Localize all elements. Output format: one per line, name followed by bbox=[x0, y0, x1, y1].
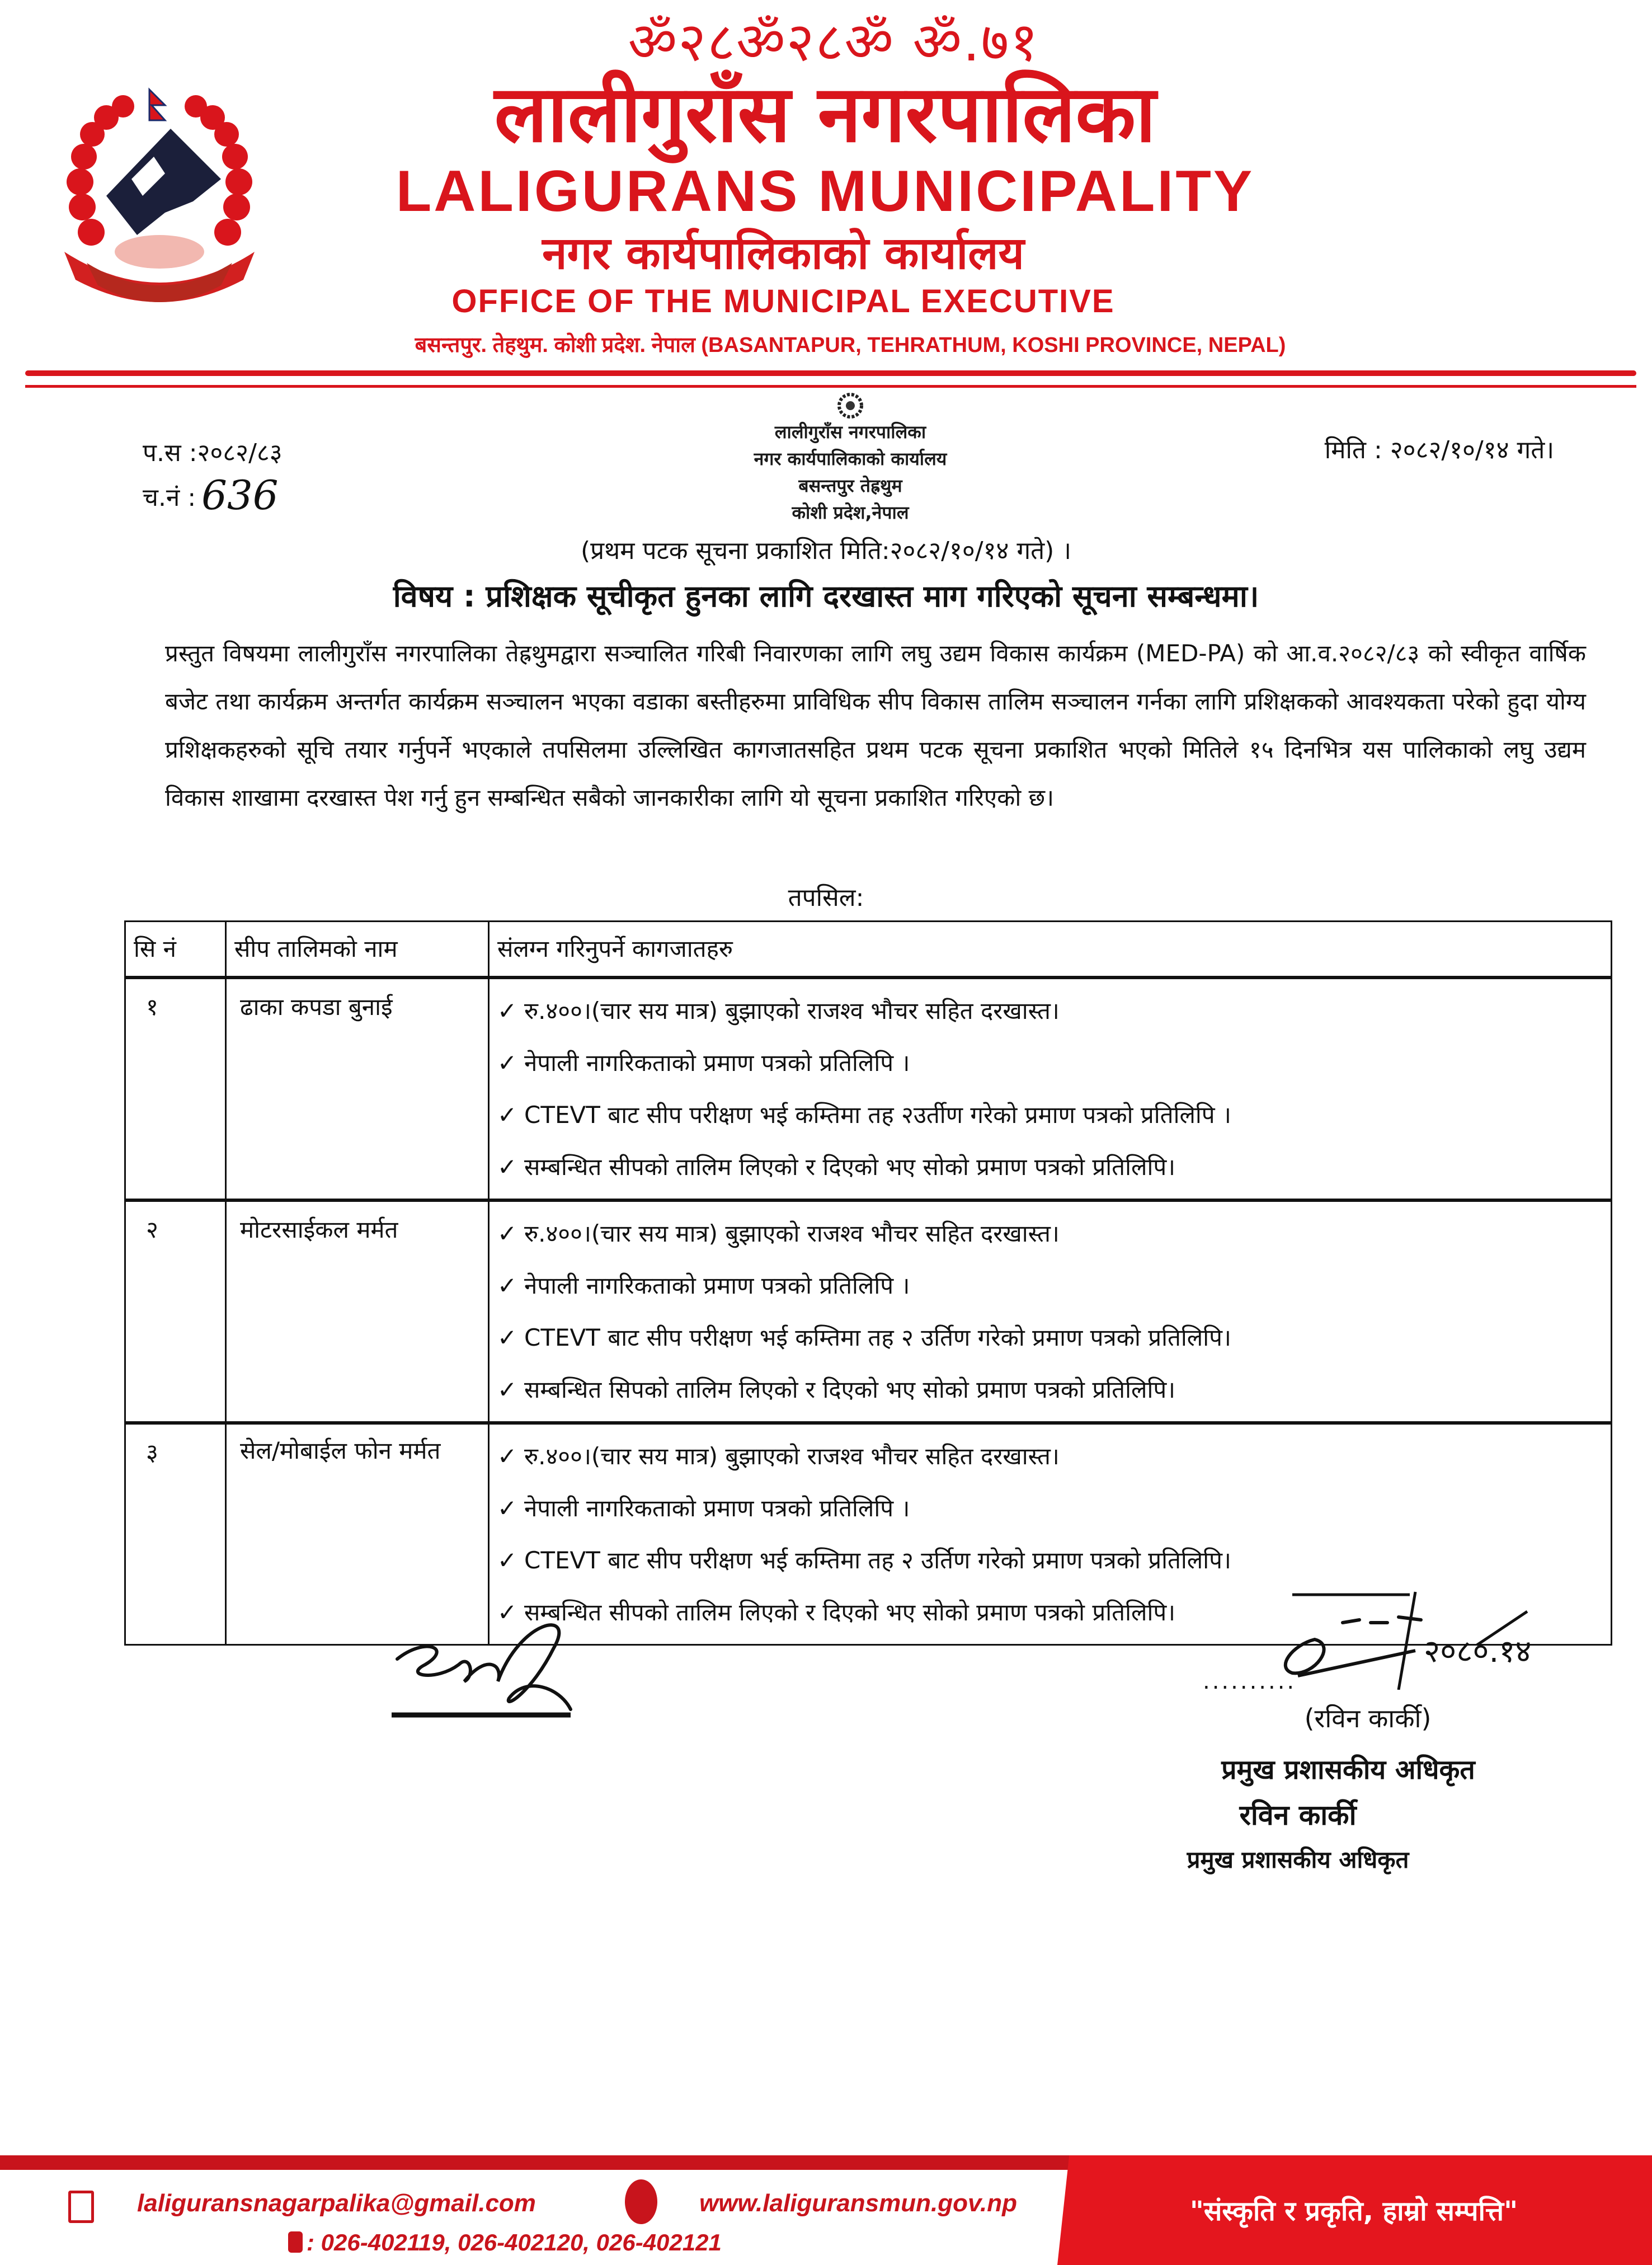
office-name-nepali: नगर कार्यपालिकाको कार्यालय bbox=[542, 227, 1024, 279]
row-documents bbox=[489, 1200, 1612, 1423]
row-training-name: मोटरसाईकल मर्मत bbox=[226, 1200, 489, 1423]
requirement-text: रु.४००।(चार सय मात्र) बुझाएको राजश्व भौचर सहित दरखास्त। bbox=[524, 1442, 1060, 1470]
table-row bbox=[125, 1200, 1612, 1423]
row-sn: १ bbox=[125, 978, 226, 1200]
stamp-line: नगर कार्यपालिकाको कार्यालय bbox=[754, 448, 947, 469]
stamp-line: लालीगुराँस नगरपालिका bbox=[774, 421, 926, 443]
email-icon bbox=[68, 2191, 94, 2223]
office-stamp bbox=[705, 392, 996, 532]
stamp-line: बसन्तपुर तेह्रथुम bbox=[798, 475, 902, 496]
row-training-name: ढाका कपडा बुनाई bbox=[226, 978, 489, 1200]
cn-value: 636 bbox=[201, 472, 279, 519]
checkmark-icon: ✓ bbox=[497, 1547, 517, 1574]
subject-heading: विषय : प्रशिक्षक सूचीकृत हुनका लागि दरखास्त माग गरिएको सूचना सम्बन्धमा। bbox=[393, 579, 1259, 614]
requirement-text: सम्बन्धित सीपको तालिम लिएको र दिएको भए सोको प्रमाण पत्रको प्रतिलिपि। bbox=[524, 1599, 1176, 1626]
ps-value: २०८२/८३ bbox=[197, 439, 283, 467]
table-header-row bbox=[125, 922, 1612, 978]
requirement-text: सम्बन्धित सिपको तालिम लिएको र दिएको भए सोको प्रमाण पत्रको प्रतिलिपि। bbox=[524, 1376, 1176, 1403]
signature-date: २०८०.१४ bbox=[1424, 1633, 1532, 1670]
checkmark-icon: ✓ bbox=[497, 1220, 517, 1247]
checkmark-icon: ✓ bbox=[497, 1153, 517, 1181]
checkmark-icon: ✓ bbox=[497, 1272, 517, 1299]
signer-name: (रविन कार्की) bbox=[1304, 1703, 1432, 1733]
checkmark-icon: ✓ bbox=[497, 997, 517, 1025]
letter-date bbox=[1325, 434, 1554, 467]
requirement-text: CTEVT बाट सीप परीक्षण भई कम्तिमा तह २उर्तीण गरेको प्रमाण पत्रको प्रतिलिपि । bbox=[524, 1101, 1231, 1129]
date-value: २०८२/१०/१४ गते। bbox=[1390, 436, 1554, 464]
phone-icon bbox=[288, 2231, 303, 2253]
requirement-text: नेपाली नागरिकताको प्रमाण पत्रको प्रतिलिपि । bbox=[524, 1272, 910, 1299]
municipality-name-english: LALIGURANS MUNICIPALITY bbox=[396, 159, 1255, 224]
checkmark-icon: ✓ bbox=[497, 1101, 517, 1129]
signature-dotted-line: .......... bbox=[1203, 1669, 1297, 1694]
stamp-emblem-icon bbox=[834, 392, 867, 420]
header-code-line: ॐ२८ॐ२८ॐ ॐ.७१ bbox=[628, 11, 1039, 73]
requirement-text: नेपाली नागरिकताको प्रमाण पत्रको प्रतिलिपि । bbox=[524, 1495, 910, 1522]
first-published-note: (प्रथम पटक सूचना प्रकाशित मिति:२०८२/१०/१४ गते) । bbox=[580, 537, 1072, 565]
reference-ps bbox=[143, 436, 283, 470]
header-divider bbox=[25, 370, 1636, 376]
requirements-table bbox=[124, 920, 1612, 1646]
date-label: मिति : bbox=[1324, 436, 1382, 464]
requirement-item bbox=[497, 1482, 1605, 1534]
left-signature bbox=[392, 1614, 671, 1726]
requirement-item bbox=[497, 1260, 1605, 1312]
requirement-item bbox=[497, 1141, 1605, 1193]
header-documents: संलग्न गरिनुपर्ने कागजातहरु bbox=[489, 922, 1612, 978]
requirement-item bbox=[497, 985, 1605, 1037]
footer-website-link[interactable]: www.laliguransmun.gov.np bbox=[699, 2189, 1017, 2217]
footer-phone: : 026-402119, 026-402120, 026-402121 bbox=[307, 2229, 722, 2255]
footer-email-link[interactable]: laliguransnagarpalika@gmail.com bbox=[137, 2189, 536, 2217]
tapasil-heading: तपसिल: bbox=[788, 884, 864, 912]
row-sn: २ bbox=[125, 1200, 226, 1423]
requirement-text: रु.४००।(चार सय मात्र) बुझाएको राजश्व भौचर सहित दरखास्त। bbox=[524, 997, 1060, 1025]
nepal-emblem-logo bbox=[53, 67, 266, 302]
requirement-text: CTEVT बाट सीप परीक्षण भई कम्तिमा तह २ उर्तिण गरेको प्रमाण पत्रको प्रतिलिपि। bbox=[524, 1547, 1231, 1574]
requirement-text: सम्बन्धित सीपको तालिम लिएको र दिएको भए सोको प्रमाण पत्रको प्रतिलिपि। bbox=[524, 1153, 1176, 1181]
requirement-item bbox=[497, 1364, 1605, 1416]
ps-label: प.स : bbox=[143, 439, 197, 467]
reference-cn bbox=[143, 472, 279, 519]
row-documents bbox=[489, 978, 1612, 1200]
stamp-line: कोशी प्रदेश,नेपाल bbox=[792, 502, 909, 523]
row-training-name: सेल/मोबाईल फोन मर्मत bbox=[226, 1423, 489, 1645]
requirement-item bbox=[497, 1312, 1605, 1364]
row-sn: ३ bbox=[125, 1423, 226, 1645]
municipality-name-nepali: लालीगुराँस नगरपालिका bbox=[494, 69, 1156, 160]
header-divider-thin bbox=[25, 385, 1636, 388]
checkmark-icon: ✓ bbox=[497, 1049, 517, 1077]
requirement-text: नेपाली नागरिकताको प्रमाण पत्रको प्रतिलिपि । bbox=[524, 1049, 910, 1077]
checkmark-icon: ✓ bbox=[497, 1495, 517, 1522]
globe-icon bbox=[625, 2179, 657, 2224]
requirement-item bbox=[497, 1207, 1605, 1260]
checkmark-icon: ✓ bbox=[497, 1599, 517, 1626]
header-sn: सि नं bbox=[125, 922, 226, 978]
header-training-name: सीप तालिमको नाम bbox=[226, 922, 489, 978]
signer-title: प्रमुख प्रशासकीय अधिकृत bbox=[1221, 1754, 1475, 1785]
footer-slogan: "संस्कृति र प्रकृति, हाम्रो सम्पत्ति" bbox=[1189, 2196, 1518, 2227]
cn-label: च.नं : bbox=[143, 483, 196, 512]
signer-stamp-title: प्रमुख प्रशासकीय अधिकृत bbox=[1187, 1846, 1409, 1873]
header-address: बसन्तपुर. तेहथुम. कोशी प्रदेश. नेपाल (BASANTAPUR, TEHRATHUM, KOSHI PROVINCE, NEPAL) bbox=[415, 333, 1286, 357]
requirement-item bbox=[497, 1037, 1605, 1089]
checkmark-icon: ✓ bbox=[497, 1442, 517, 1470]
checkmark-icon: ✓ bbox=[497, 1324, 517, 1351]
checkmark-icon: ✓ bbox=[497, 1376, 517, 1403]
signer-stamp-name: रविन कार्की bbox=[1239, 1799, 1357, 1831]
body-paragraph: प्रस्तुत विषयमा लालीगुराँस नगरपालिका तेह्रथुमद्वारा सञ्चालित गरिबी निवारणका लागि लघु उद्यम विकास कार्यक्रम (MED-PA) को आ.व.२०८२/८३ को स्वीकृत वार्षिक बजेट तथा कार्यक्रम अन्तर्गत कार्यक्रम सञ्चालन भएका वडाका बस्तीहरुमा प्राविधिक सीप विकास तालिम सञ्चालन गर्नका लागि प्रशिक्षकको आवश्यकता परेको हुदा योग्य प्रशिक्षकहरुको सूचि तयार गर्नुपर्ने भएकाले तपसिलमा उल्लिखित कागजातसहित प्रथम पटक सूचना प्रकाशित भएको मितिले १५ दिनभित्र यस पालिकाको लघु उद्यम विकास शाखामा दरखास्त पेश गर्नु हुन सम्बन्धित सबैको जानकारीका लागि यो सूचना प्रकाशित गरिएको छ। bbox=[165, 640, 1586, 811]
table-row bbox=[125, 978, 1612, 1200]
requirement-text: रु.४००।(चार सय मात्र) बुझाएको राजश्व भौचर सहित दरखास्त। bbox=[524, 1220, 1060, 1247]
requirement-text: CTEVT बाट सीप परीक्षण भई कम्तिमा तह २ उर्तिण गरेको प्रमाण पत्रको प्रतिलिपि। bbox=[524, 1324, 1231, 1351]
office-name-english: OFFICE OF THE MUNICIPAL EXECUTIVE bbox=[451, 283, 1115, 319]
requirement-item bbox=[497, 1430, 1605, 1482]
requirement-item bbox=[497, 1089, 1605, 1141]
